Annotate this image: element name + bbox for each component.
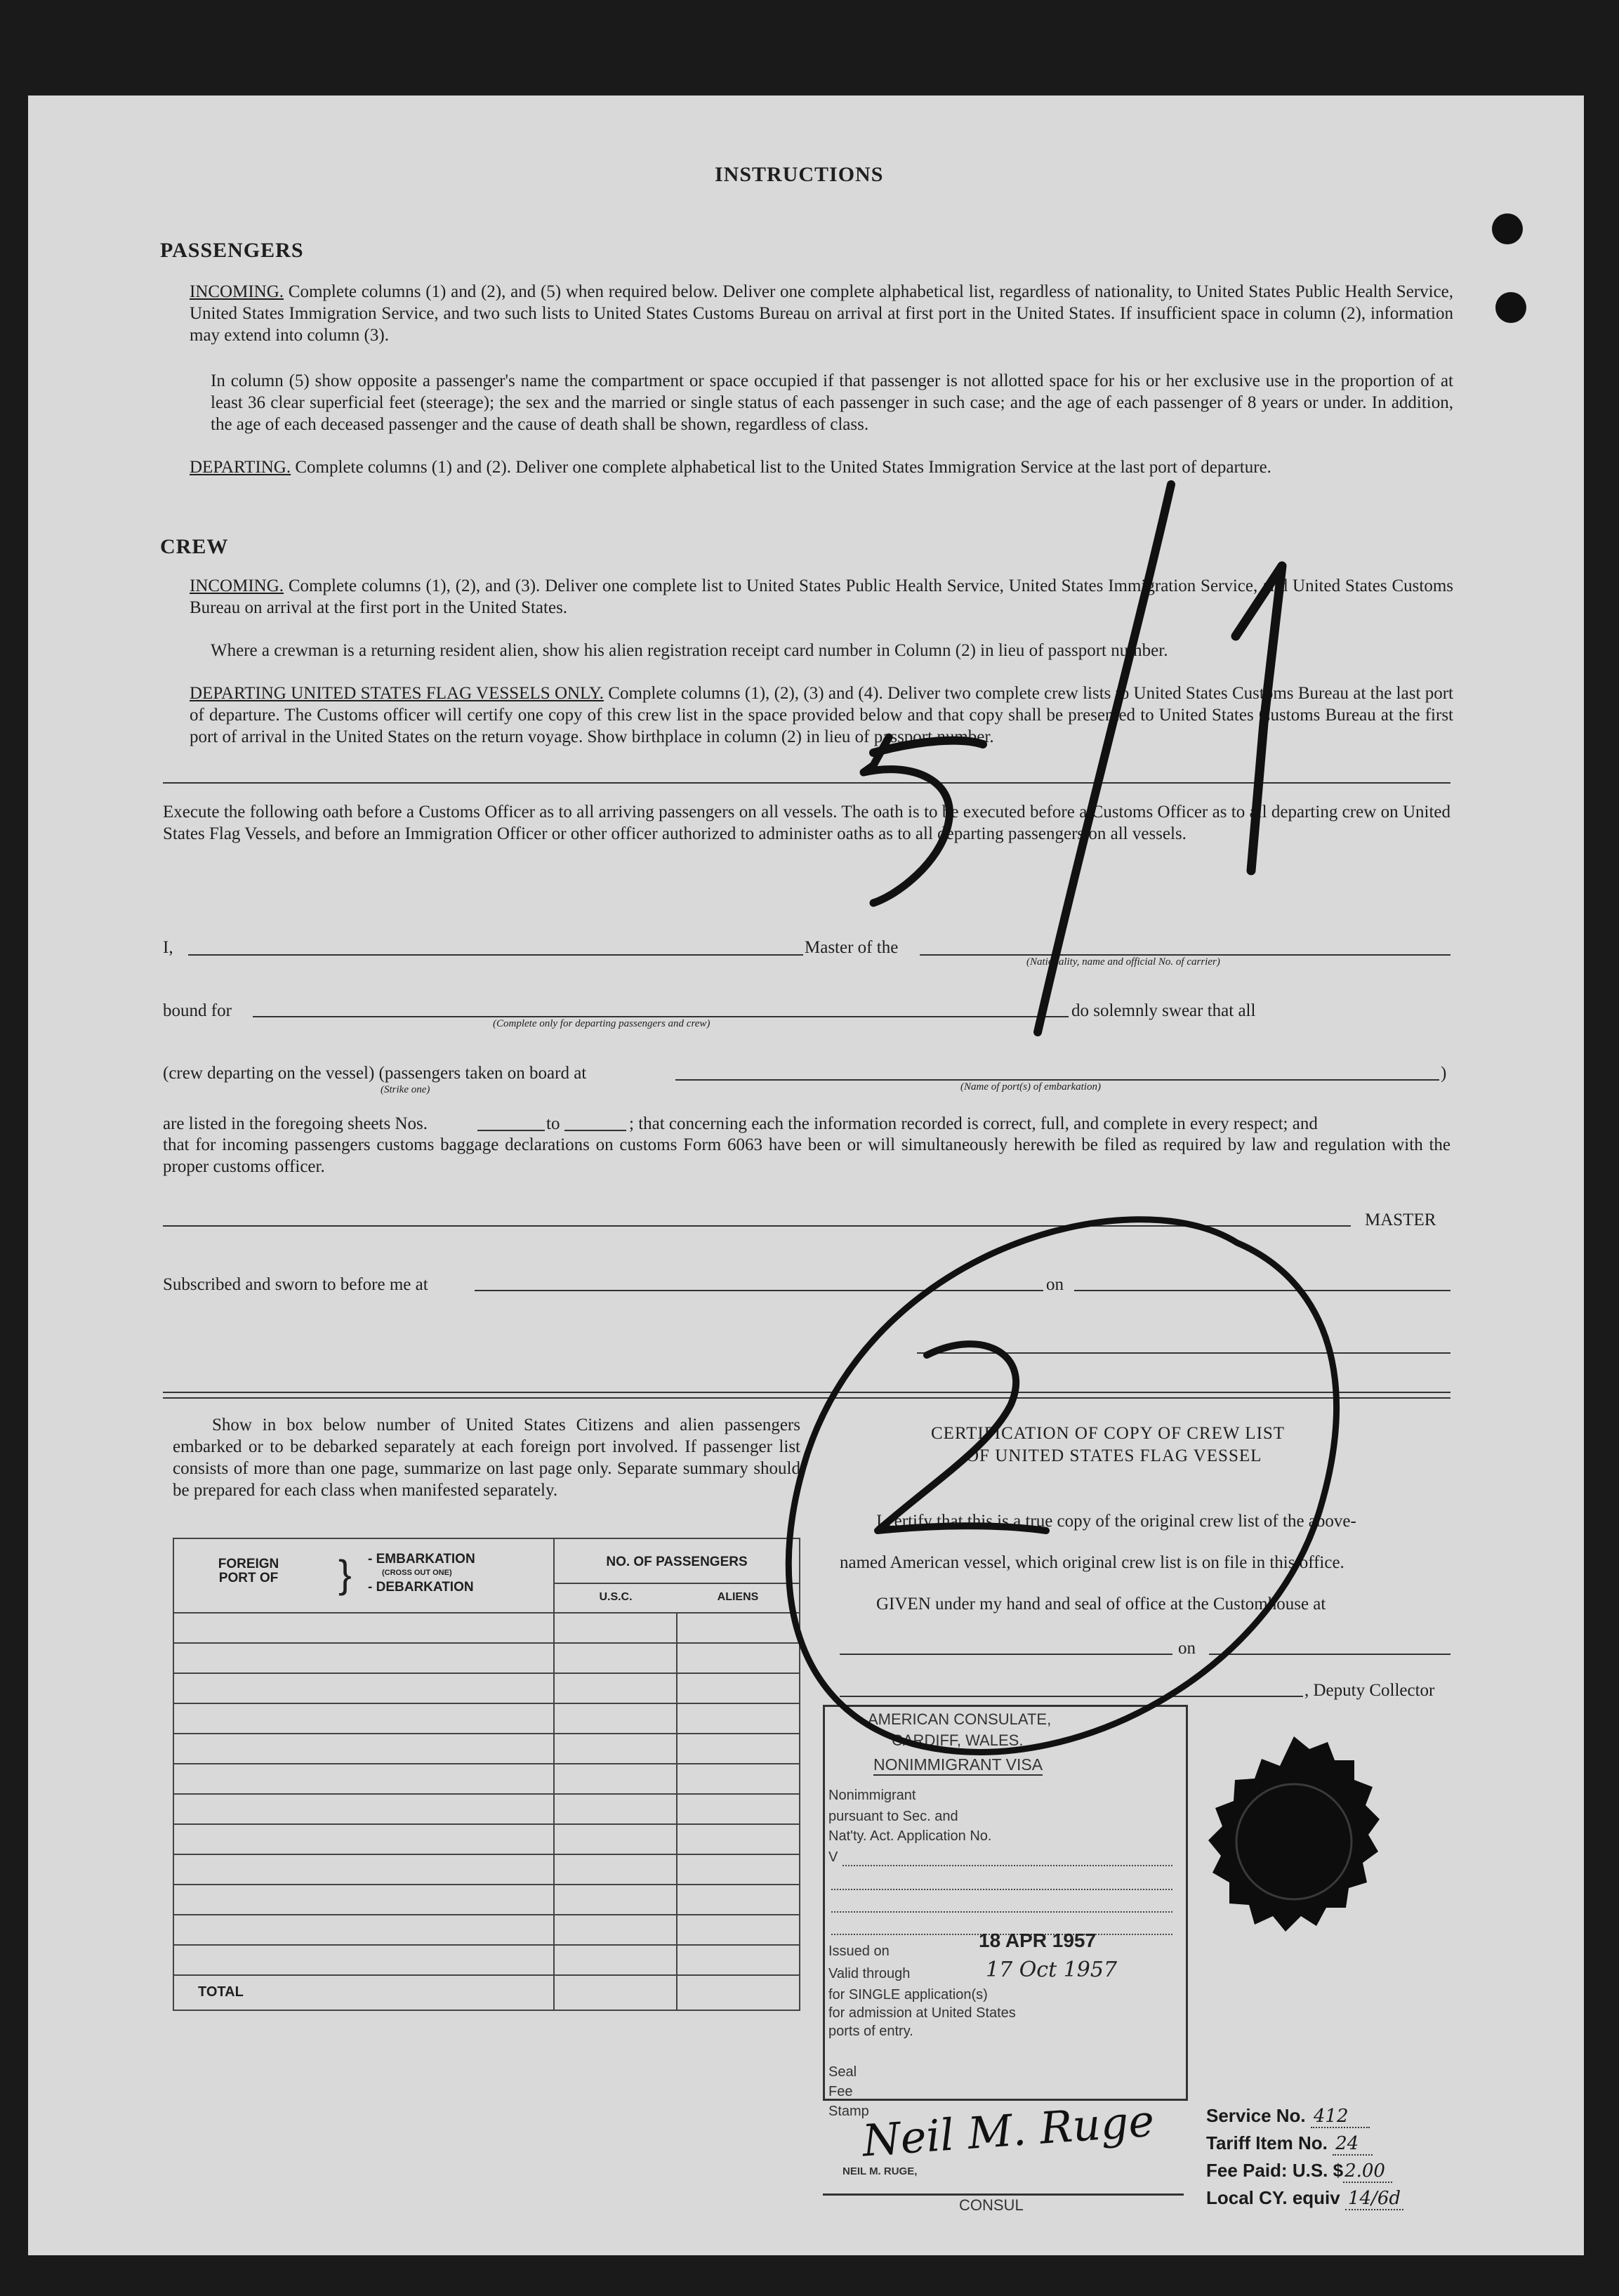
oath-swear: do solemnly swear that all	[1071, 1001, 1256, 1020]
service-no-label: Service No.	[1206, 2105, 1306, 2126]
usc-cell[interactable]	[554, 1613, 677, 1643]
crew-resident: Where a crewman is a returning resident alien, show his alien registration receipt card number in Column (2) in lieu of passport number.	[211, 641, 1168, 660]
crew-incoming-text: Complete columns (1), (2), and (3). Deliver one complete list to United States Public Health Service, United States Immigration Service, and United States Customs Bureau on arrival at the first port in the United States.	[190, 576, 1453, 617]
aliens-label: ALIENS	[717, 1591, 759, 1603]
master-signature-line[interactable]	[163, 1225, 1351, 1227]
total-aliens-cell[interactable]	[677, 1975, 800, 2010]
visa-stamp-line-3: NONIMMIGRANT VISA	[873, 1755, 1043, 1776]
aliens-cell[interactable]	[677, 1643, 800, 1673]
port-embarkation-field[interactable]	[675, 1079, 1439, 1081]
visa-stamp-line-2: CARDIFF, WALES.	[892, 1731, 1024, 1749]
visa-issued-date: 18 APR 1957	[979, 1929, 1097, 1951]
sworn-place-field[interactable]	[475, 1290, 1043, 1291]
deputy-collector-field[interactable]	[840, 1696, 1303, 1697]
bound-for-field[interactable]	[253, 1016, 1069, 1017]
cross-out-label: (CROSS OUT ONE)	[382, 1569, 452, 1577]
port-cell[interactable]	[173, 1854, 554, 1885]
consul-title: CONSUL	[959, 2196, 1024, 2214]
consul-signature: Neil M. Ruge	[860, 2094, 1156, 2167]
officer-signature-field[interactable]	[917, 1352, 1451, 1354]
aliens-cell[interactable]	[677, 1915, 800, 1945]
page-title: INSTRUCTIONS	[715, 163, 884, 186]
oath-listed-rest: that for incoming passengers customs baggage declarations on customs Form 6063 have been or will simultaneously herewith be filed as required by law and regulation with the proper customs officer.	[163, 1135, 1451, 1176]
certification-title-2: OF UNITED STATES FLAG VESSEL	[966, 1446, 1262, 1465]
visa-stamp-label: Stamp	[828, 2104, 869, 2119]
divider-2b	[163, 1397, 1451, 1399]
crew-departing-text: Complete columns (1), (2), (3) and (4). Deliver two complete crew lists to United States Customs Bureau at the last port of departure. The Customs officer will certify one copy of this crew list in the space provided below and that copy shall be presented to United States Customs Bureau at the first port of arrival in the United States on the return voyage. Show birthplace in column (2) in lieu of passport number.	[190, 684, 1454, 746]
certification-line-1: I certify that this is a true copy of the original crew list of the above-	[876, 1512, 1356, 1531]
port-cell[interactable]	[173, 1673, 554, 1703]
port-cell[interactable]	[173, 1885, 554, 1915]
aliens-cell[interactable]	[677, 1945, 800, 1975]
deputy-collector-label: , Deputy Collector	[1304, 1681, 1435, 1700]
service-no-value: 412	[1311, 2106, 1370, 2128]
visa-admission: for admission at United States	[828, 2005, 1016, 2021]
crew-departing	[190, 682, 1453, 748]
strike-one-caption: (Strike one)	[381, 1084, 430, 1095]
punch-hole-top	[1492, 213, 1523, 244]
usc-cell[interactable]	[554, 1794, 677, 1824]
crew-heading: CREW	[160, 535, 229, 558]
usc-cell[interactable]	[554, 1854, 677, 1885]
usc-cell[interactable]	[554, 1643, 677, 1673]
header-divider	[555, 1583, 799, 1584]
visa-pursuant: pursuant to Sec. and	[828, 1809, 958, 1824]
certification-title-1: CERTIFICATION OF COPY OF CREW LIST	[931, 1424, 1286, 1443]
oath-on: on	[1046, 1275, 1064, 1294]
passengers-incoming	[190, 281, 1453, 346]
usc-cell[interactable]	[554, 1703, 677, 1734]
crew-departing-label: DEPARTING UNITED STATES FLAG VESSELS ONLY.	[190, 684, 604, 703]
passenger-summary-table	[173, 1538, 800, 2011]
port-cell[interactable]	[173, 1703, 554, 1734]
aliens-cell[interactable]	[677, 1764, 800, 1794]
usc-label: U.S.C.	[599, 1591, 633, 1603]
table-row	[173, 1764, 800, 1794]
table-row	[173, 1854, 800, 1885]
usc-cell[interactable]	[554, 1764, 677, 1794]
visa-for-single: for SINGLE application(s)	[828, 1987, 988, 2003]
usc-cell[interactable]	[554, 1673, 677, 1703]
table-row	[173, 1613, 800, 1643]
aliens-cell[interactable]	[677, 1734, 800, 1764]
passengers-count-header	[554, 1538, 800, 1613]
aliens-cell[interactable]	[677, 1613, 800, 1643]
passengers-incoming-label: INCOMING.	[190, 282, 284, 301]
master-name-field[interactable]	[188, 954, 803, 956]
total-row	[173, 1975, 800, 2010]
table-row	[173, 1734, 800, 1764]
customhouse-field[interactable]	[840, 1654, 1172, 1655]
divider-2a	[163, 1392, 1451, 1393]
punch-hole-bottom	[1495, 292, 1526, 323]
divider-1	[163, 782, 1451, 784]
sworn-date-field[interactable]	[1074, 1290, 1451, 1291]
oath-i-label: I,	[163, 938, 173, 957]
passengers-departing-label: DEPARTING.	[190, 458, 291, 477]
visa-nonimmigrant: Nonimmigrant	[828, 1788, 916, 1803]
port-cell[interactable]	[173, 1764, 554, 1794]
crew-incoming	[190, 575, 1453, 619]
visa-issued-on: Issued on	[828, 1944, 890, 1959]
foreign-port-label: FOREIGN PORT OF	[218, 1557, 279, 1585]
oath-intro: Execute the following oath before a Customs Officer as to all arriving passengers on all vessels. The oath is to be executed before a Customs Officer as to all departing crew on United States Flag Vessels, and before an Immigration Officer or other officer authorized to administer oaths as to all departing passengers on all vessels.	[163, 803, 1451, 843]
sheet-to-field[interactable]	[564, 1130, 626, 1131]
visa-valid-through: Valid through	[828, 1966, 911, 1981]
no-of-passengers-label: NO. OF PASSENGERS	[606, 1555, 748, 1569]
consul-name: NEIL M. RUGE,	[842, 2165, 918, 2177]
fee-block	[1206, 2102, 1403, 2212]
visa-fee-label: Fee	[828, 2084, 853, 2099]
port-cell[interactable]	[173, 1734, 554, 1764]
fee-paid-label: Fee Paid: U.S. $	[1206, 2160, 1344, 2181]
passengers-column5: In column (5) show opposite a passenger's name the compartment or space occupied if that passenger is not allotted space for his or her exclusive use in the proportion of at least 36 clear superficial feet (steerage); the sex and the married or single status of each passenger in such case; and the age of each passenger of 8 years or under. In addition, the age of each deceased passenger and the cause of death shall be shown, regardless of class.	[211, 371, 1453, 434]
port-cell[interactable]	[173, 1643, 554, 1673]
oath-close-paren: )	[1441, 1064, 1447, 1083]
visa-valid-date: 17 Oct 1957	[986, 1958, 1118, 1982]
visa-dotted-line-1	[842, 1865, 1172, 1866]
total-usc-cell[interactable]	[554, 1975, 677, 2010]
tariff-row	[1206, 2130, 1403, 2157]
port-cell[interactable]	[173, 1824, 554, 1854]
total-cell	[173, 1975, 554, 2010]
port-cell[interactable]	[173, 1915, 554, 1945]
table-row	[173, 1945, 800, 1975]
aliens-cell[interactable]	[677, 1703, 800, 1734]
oath-crew-departing: (crew departing on the vessel) (passengers taken on board at	[163, 1064, 587, 1083]
carrier-caption: (Nationality, name and official No. of carrier)	[1026, 956, 1220, 968]
oath-subscribed: Subscribed and sworn to before me at	[163, 1275, 428, 1294]
tariff-label: Tariff Item No.	[1206, 2132, 1328, 2153]
certification-line-2: named American vessel, which original crew list is on file in this office.	[840, 1553, 1344, 1572]
local-equiv-row	[1206, 2184, 1403, 2212]
oath-listed-suffix: ; that concerning each the information recorded is correct, full, and complete in every respect; and	[629, 1114, 1318, 1133]
visa-ports: ports of entry.	[828, 2024, 913, 2039]
oath-to: to	[546, 1114, 560, 1133]
sheet-from-field[interactable]	[477, 1130, 545, 1131]
fee-paid-value: 2.00	[1343, 2160, 1392, 2183]
table-row	[173, 1673, 800, 1703]
bound-for-caption: (Complete only for departing passengers and crew)	[493, 1018, 711, 1029]
summary-instructions: Show in box below number of United States Citizens and alien passengers embarked or to be debarked separately at each foreign port involved. If passenger list consists of more than one page, summarize on last page only. Separate summary should be prepared for each class when manifested separately.	[173, 1416, 800, 1500]
table-row	[173, 1794, 800, 1824]
oath-master: MASTER	[1365, 1210, 1436, 1229]
passengers-departing	[190, 456, 1453, 478]
aliens-cell[interactable]	[677, 1824, 800, 1854]
usc-cell[interactable]	[554, 1734, 677, 1764]
usc-cell[interactable]	[554, 1945, 677, 1975]
port-cell[interactable]	[173, 1613, 554, 1643]
local-equiv-value: 14/6d	[1345, 2188, 1403, 2210]
port-caption: (Name of port(s) of embarkation)	[960, 1081, 1101, 1093]
visa-v: V	[828, 1849, 838, 1865]
passengers-heading: PASSENGERS	[160, 239, 304, 262]
certification-date-field[interactable]	[1209, 1654, 1451, 1655]
table-row	[173, 1824, 800, 1854]
tariff-value: 24	[1333, 2133, 1373, 2156]
oath-bound-for: bound for	[163, 1001, 232, 1020]
certification-line-3: GIVEN under my hand and seal of office at the Customhouse at	[876, 1595, 1326, 1614]
crew-incoming-label: INCOMING.	[190, 576, 284, 595]
local-equiv-label: Local CY. equiv	[1206, 2187, 1340, 2208]
usc-cell[interactable]	[554, 1885, 677, 1915]
foreign-port-header	[173, 1538, 554, 1613]
debarkation-label: - DEBARKATION	[368, 1580, 474, 1595]
aliens-cell[interactable]	[677, 1854, 800, 1885]
passengers-departing-text: Complete columns (1) and (2). Deliver one complete alphabetical list to the United States Immigration Service at the last port of departure.	[295, 458, 1271, 477]
certification-on: on	[1178, 1639, 1196, 1658]
fee-paid-row	[1206, 2157, 1403, 2184]
visa-nat-act: Nat'ty. Act. Application No.	[828, 1828, 992, 1844]
oath-listed-prefix: are listed in the foregoing sheets Nos.	[163, 1114, 428, 1133]
visa-dotted-line-3	[831, 1911, 1172, 1913]
embarkation-label: - EMBARKATION	[368, 1552, 475, 1566]
oath-master-of: Master of the	[805, 938, 899, 957]
visa-stamp-bottom-line	[823, 2193, 1184, 2196]
aliens-cell[interactable]	[677, 1794, 800, 1824]
aliens-cell[interactable]	[677, 1885, 800, 1915]
total-label: TOTAL	[198, 1984, 244, 2000]
table-row	[173, 1643, 800, 1673]
carrier-field[interactable]	[920, 954, 1451, 956]
visa-stamp-line-1: AMERICAN CONSULATE,	[868, 1710, 1052, 1728]
usc-cell[interactable]	[554, 1824, 677, 1854]
brace-icon: }	[338, 1552, 352, 1596]
visa-dotted-line-2	[831, 1889, 1172, 1890]
visa-seal-label: Seal	[828, 2064, 857, 2080]
port-cell[interactable]	[173, 1945, 554, 1975]
usc-cell[interactable]	[554, 1915, 677, 1945]
aliens-cell[interactable]	[677, 1673, 800, 1703]
table-row	[173, 1915, 800, 1945]
table-row	[173, 1885, 800, 1915]
table-row	[173, 1703, 800, 1734]
passengers-incoming-text: Complete columns (1) and (2), and (5) when required below. Deliver one complete alphabetical list, regardless of nationality, to United States Public Health Service, United States Immigration Service, and two such lists to United States Customs Bureau on arrival at first port in the United States. If insufficient space in column (2), information may extend into column (3).	[190, 282, 1454, 345]
port-cell[interactable]	[173, 1794, 554, 1824]
service-no-row	[1206, 2102, 1403, 2130]
